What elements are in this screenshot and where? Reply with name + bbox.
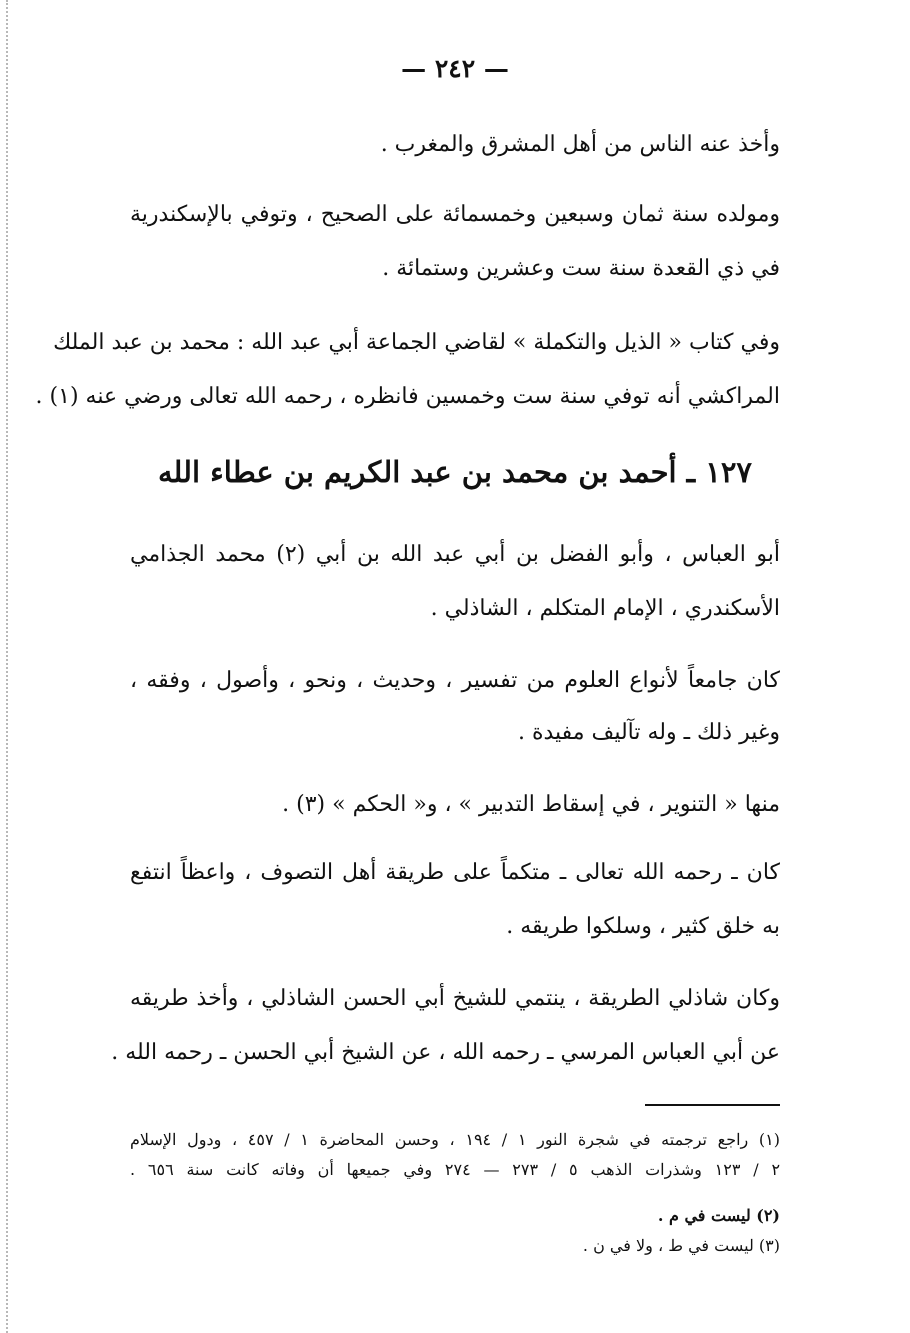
p5-line1: كان جامعاً لأنواع العلوم من تفسير ، وحديث ، ونحو ، وأصول ، وفقه ، — [130, 668, 780, 693]
footnote-1-line1: (١) راجع ترجمته في شجرة النور ١ / ١٩٤ ، وحسن المحاضرة ١ / ٤٥٧ ، ودول الإسلام — [130, 1130, 780, 1149]
page-number: — ٢٤٢ — — [401, 54, 509, 83]
p8-line1: وكان شاذلي الطريقة ، ينتمي للشيخ أبي الحسن الشاذلي ، وأخذ طريقه — [130, 986, 780, 1011]
p2-line1: ومولده سنة ثمان وسبعين وخمسمائة على الصحيح ، وتوفي بالإسكندرية — [130, 202, 780, 227]
p7-line1: كان ـ رحمه الله تعالى ـ متكماً على طريقة أهل التصوف ، واعظاً انتفع — [130, 860, 780, 885]
entry-heading: ١٢٧ ـ أحمد بن محمد بن عبد الكريم بن عطاء الله — [157, 455, 752, 489]
p3-line2: المراكشي أنه توفي سنة ست وخمسين فانظره ، رحمه الله تعالى ورضي عنه (١) . — [35, 384, 780, 409]
p6-line1: منها « التنوير ، في إسقاط التدبير » ، و« الحكم » (٣) . — [282, 792, 780, 817]
p7-line2: به خلق كثير ، وسلكوا طريقه . — [506, 914, 780, 939]
p2-line2: في ذي القعدة سنة ست وعشرين وستمائة . — [382, 256, 780, 281]
p4-line2: الأسكندري ، الإمام المتكلم ، الشاذلي . — [430, 596, 780, 621]
p8-line2: عن أبي العباس المرسي ـ رحمه الله ، عن الشيخ أبي الحسن ـ رحمه الله . — [111, 1040, 780, 1065]
footnote-2: (٢) ليست في م . — [657, 1206, 780, 1225]
p1-line1: وأخذ عنه الناس من أهل المشرق والمغرب . — [380, 132, 780, 157]
p5-line2: وغير ذلك ـ وله تآليف مفيدة . — [517, 720, 780, 745]
footnote-1-line2: ٢ / ١٢٣ وشذرات الذهب ٥ / ٢٧٣ — ٢٧٤ وفي جميعها أن وفاته كانت سنة ٦٥٦ . — [130, 1160, 781, 1179]
p4-line1: أبو العباس ، وأبو الفضل بن أبي عبد الله بن أبي (٢) محمد الجذامي — [130, 542, 780, 567]
p3-line1: وفي كتاب « الذيل والتكملة » لقاضي الجماعة أبي عبد الله : محمد بن عبد الملك — [53, 330, 780, 355]
footnote-3: (٣) ليست في ط ، ولا في ن . — [582, 1236, 780, 1255]
footnote-separator — [645, 1104, 780, 1106]
